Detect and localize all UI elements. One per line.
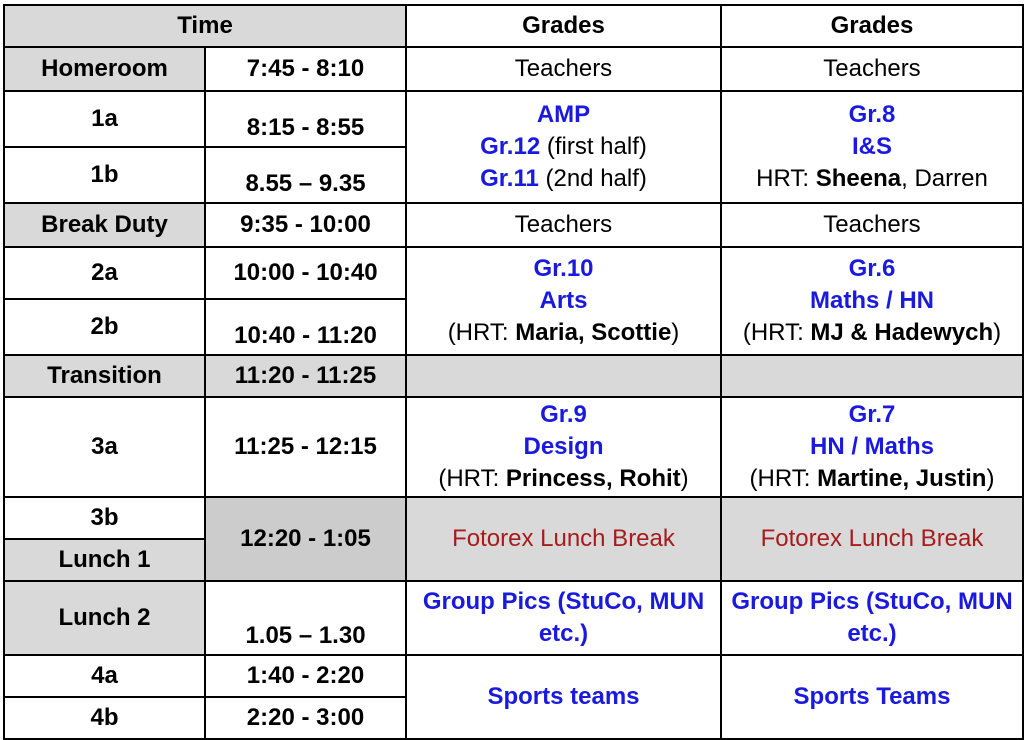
row-label-4b: 4b [4,697,205,739]
row-label-1b: 1b [4,147,205,203]
block3-col-b [721,397,1023,497]
time-2a: 10:00 - 10:40 [205,247,406,299]
block1-b-hrt [722,163,1022,195]
block3-b-hrt-suffix: ) [986,465,995,492]
time-3a: 11:25 - 12:15 [205,397,406,497]
sports-col-a: Sports teams [406,655,721,739]
row-3a [4,397,1023,497]
time-4a: 1:40 - 2:20 [205,655,406,697]
row-label-transition: Transition [4,355,205,397]
time-1a: 8:15 - 8:55 [205,91,406,147]
transition-col-a [406,355,721,397]
time-2b: 10:40 - 11:20 [205,299,406,355]
row-label-2b: 2b [4,299,205,355]
row-label-1a: 1a [4,91,205,147]
block2-a-hrt-suffix: ) [671,319,680,346]
block3-col-a [406,397,721,497]
group-pics-col-b: Group Pics (StuCo, MUN etc.) [721,581,1023,655]
row-label-break-duty: Break Duty [4,203,205,247]
header-grades-a: Grades [406,5,721,47]
block2-a-hrt-bold: Maria, Scottie [515,319,672,346]
transition-col-b [721,355,1023,397]
block3-a-line2: Design [523,433,604,460]
lunch-break-col-b: Fotorex Lunch Break [721,497,1023,581]
homeroom-col-a: Teachers [406,47,721,91]
group-pics-col-a: Group Pics (StuCo, MUN etc.) [406,581,721,655]
block1-a-grade12: Gr.12 [480,133,541,160]
block2-b-hrt-suffix: ) [993,319,1002,346]
row-3b [4,497,1023,539]
block3-a-line1: Gr.9 [540,401,587,428]
sports-col-b: Sports Teams [721,655,1023,739]
row-label-3a: 3a [4,397,205,497]
row-1a [4,91,1023,147]
schedule-table [3,4,1024,740]
homeroom-col-b: Teachers [721,47,1023,91]
block1-b-line1: Gr.8 [848,101,896,128]
row-label-3b: 3b [4,497,205,539]
row-4a [4,655,1023,697]
block3-a-hrt-suffix: ) [680,465,689,492]
block3-a-hrt [407,463,720,495]
block2-b-line1: Gr.6 [848,255,896,282]
block3-a-hrt-prefix: (HRT: [438,465,506,492]
row-break-duty [4,203,1023,247]
row-label-2a: 2a [4,247,205,299]
block3-a-hrt-bold: Princess, Rohit [505,465,681,492]
row-homeroom [4,47,1023,91]
row-2a [4,247,1023,299]
block1-col-b [721,91,1023,203]
block1-a-line3 [407,163,720,195]
block3-b-line1: Gr.7 [848,401,896,428]
block2-a-line2: Arts [539,287,588,314]
block1-b-hrt-prefix: HRT: [756,165,816,192]
time-homeroom: 7:45 - 8:10 [205,47,406,91]
break-duty-col-a: Teachers [406,203,721,247]
time-transition: 11:20 - 11:25 [205,355,406,397]
block1-b-line2: I&S [851,133,892,160]
time-3b-lunch1: 12:20 - 1:05 [205,497,406,581]
block2-col-a [406,247,721,355]
block3-b-line2: HN / Maths [809,433,934,460]
row-label-homeroom: Homeroom [4,47,205,91]
header-grades-b: Grades [721,5,1023,47]
block2-a-hrt-prefix: (HRT: [447,319,516,346]
lunch-break-col-a: Fotorex Lunch Break [406,497,721,581]
block2-b-hrt-bold: MJ & Hadewych [810,319,994,346]
time-1b: 8.55 – 9.35 [205,147,406,203]
block1-a-note11: (2nd half) [538,165,647,192]
block1-b-hrt-bold: Sheena [815,165,902,192]
block3-b-hrt-bold: Martine, Justin [817,465,987,492]
block2-b-hrt [722,317,1022,349]
row-label-4a: 4a [4,655,205,697]
block1-a-line1: AMP [536,101,591,128]
block1-b-hrt-rest: , Darren [901,165,988,192]
block1-col-a [406,91,721,203]
time-4b: 2:20 - 3:00 [205,697,406,739]
header-row [4,5,1023,47]
block2-col-b [721,247,1023,355]
row-label-lunch1: Lunch 1 [4,539,205,581]
block2-a-line1: Gr.10 [533,255,594,282]
block2-a-hrt [407,317,720,349]
header-time: Time [4,5,406,47]
row-transition [4,355,1023,397]
block1-a-note12: (first half) [540,133,647,160]
block2-b-hrt-prefix: (HRT: [742,319,811,346]
row-label-lunch2: Lunch 2 [4,581,205,655]
row-lunch2 [4,581,1023,655]
block1-a-grade11: Gr.11 [480,165,539,192]
block2-b-line2: Maths / HN [809,287,934,314]
break-duty-col-b: Teachers [721,203,1023,247]
block3-b-hrt-prefix: (HRT: [749,465,818,492]
block3-b-hrt [722,463,1022,495]
time-lunch2: 1.05 – 1.30 [205,581,406,655]
time-break-duty: 9:35 - 10:00 [205,203,406,247]
block1-a-line2 [407,131,720,163]
